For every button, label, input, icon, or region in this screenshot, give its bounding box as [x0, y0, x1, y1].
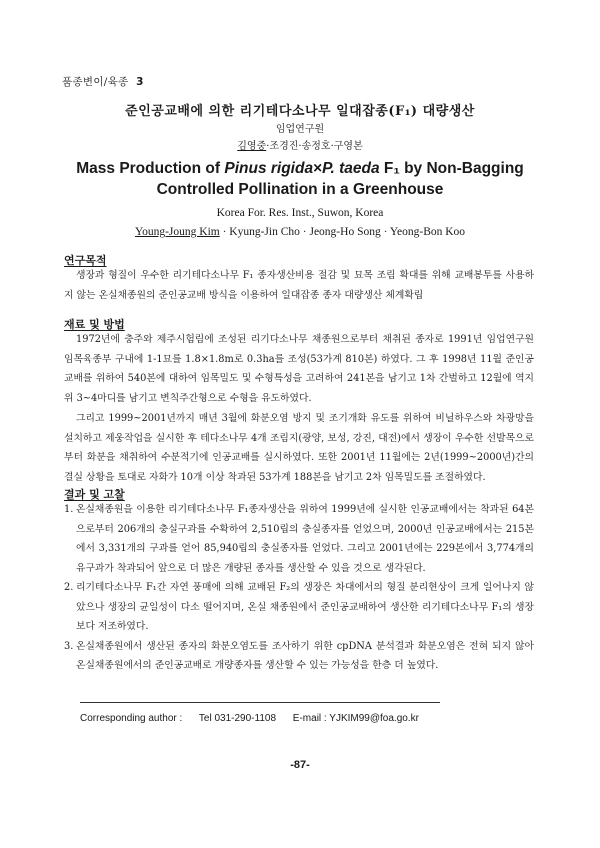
results-item-1: 1. 온실채종원을 이용한 리기테다소나무 F₁종자생산을 위하여 1999년에 실시한 인공교배에서는 착과된 64본으로부터 206개의 충실구과를 수확하여 2,510립의 충실종자를 얻었으며, 2000년 인공교배에서는 215본에서 3,331개의 구과를 얻어 85,940립의 충실종자를 얻었다. 그리고 2001년에는 229본에서 3,774개의 유구과가 착과되어 앞으로 더 많은 개량된 종자를 생산할 수 있을 것으로 생각된다. — [64, 504, 534, 574]
species-p-taeda: P. taeda — [322, 160, 380, 177]
footnote-divider — [80, 702, 440, 703]
page-number: -87- — [290, 759, 310, 771]
footnote-label: Corresponding author : — [80, 713, 183, 724]
english-title-line1 — [0, 158, 600, 179]
korean-authors — [0, 137, 600, 152]
results-list — [64, 500, 534, 676]
running-header — [62, 74, 144, 89]
corresponding-author-note — [80, 713, 433, 724]
title-prefix: Mass Production of — [76, 160, 225, 177]
english-first-author: Young-Joung Kim — [134, 226, 220, 238]
results-item-3: 3. 온실채종원에서 생산된 종자의 화분오염도를 조사하기 위한 cpDNA 분석결과 화분오염은 전혀 되지 않아 온실채종원에서의 준인공교배로 개량종자를 생산할 수 있는 가능성을 한층 더 높였다. — [64, 640, 534, 671]
korean-first-author: 김영중 — [237, 141, 267, 152]
footnote-email: E-mail : YJKIM99@foa.go.kr — [292, 713, 419, 724]
cross-symbol: × — [313, 160, 323, 177]
korean-co-authors: ·조경진·송정호·구영본 — [266, 141, 363, 152]
section-heading-purpose: 연구목적 — [64, 254, 107, 267]
korean-institute: 임업연구원 — [275, 124, 325, 135]
english-title — [0, 158, 600, 200]
section-heading-results: 결과 및 고찰 — [64, 488, 125, 501]
header-number: 3 — [136, 76, 144, 88]
english-authors — [0, 226, 600, 238]
section-heading-methods: 재료 및 방법 — [64, 318, 125, 331]
purpose-paragraph: 생장과 형질이 우수한 리기테다소나무 F₁ 종자생산비용 절감 및 묘목 조림 확대를 위해 교배봉투를 사용하지 않는 온실채종원의 준인공교배 방식을 이용하여 일대잡종 종자 대량생산 체계확립 — [64, 270, 534, 301]
header-category: 품종변이/육종 — [62, 76, 129, 88]
korean-title: 준인공교배에 의한 리기테다소나무 일대잡종(F₁) 대량생산 — [125, 104, 475, 119]
results-item-2: 2. 리기테다소나무 F₁간 자연 풍매에 의해 교배된 F₂의 생장은 차대에서의 형질 분리현상이 크게 일어나지 않았으나 생장의 균일성이 다소 떨어지며, 온실 채종원에서 준인공교배하여 생산한 리기테다소나무 F₁의 생장보다 저조하였다. — [64, 582, 534, 632]
title-suffix: F₁ by Non-Bagging — [379, 160, 524, 177]
english-co-authors: · Kyung-Jin Cho · Jeong-Ho Song · Yeong-Bon Koo — [219, 226, 466, 238]
methods-paragraph-1: 1972년에 충주와 제주시험림에 조성된 리기다소나무 채종원으로부터 채취된 종자로 1991년 임업연구원 임목육종부 구내에 1-1묘를 1.8×1.8m로 0.3ha를 조성(53가계 810본) 하였다. 그 후 1998년 11월 준인공교배를 위하여 540본에 대하여 임목밀도 및 수형특성을 고려하여 241본을 남기고 1차 간벌하고 12월에 역지위 3~4마디를 남기고 변칙주간형으로 수형을 유도하였다. — [64, 334, 534, 404]
english-institute: Korea For. Res. Inst., Suwon, Korea — [216, 207, 384, 219]
english-title-line2: Controlled Pollination in a Greenhouse — [156, 181, 444, 198]
methods-paragraph-2: 그리고 1999~2001년까지 매년 3월에 화분오염 방지 및 조기개화 유도를 위하여 비닐하우스와 차광망을 설치하고 제웅작업을 실시한 후 테다소나무 4개 조림지(광양, 보성, 강진, 대전)에서 생장이 우수한 선발목으로부터 화분을 채취하여 수분적기에 인공교배를 실시하였다. 또한 2001년 11월에는 2년(1999~2000년)간의 결실 상황을 토대로 자화가 10개 이상 착과된 53가계 188본을 남기고 2차 임목밀도를 조절하였다. — [64, 413, 534, 483]
footnote-tel: Tel 031-290-1108 — [198, 713, 277, 724]
species-pinus-rigida: Pinus rigida — [224, 160, 314, 177]
